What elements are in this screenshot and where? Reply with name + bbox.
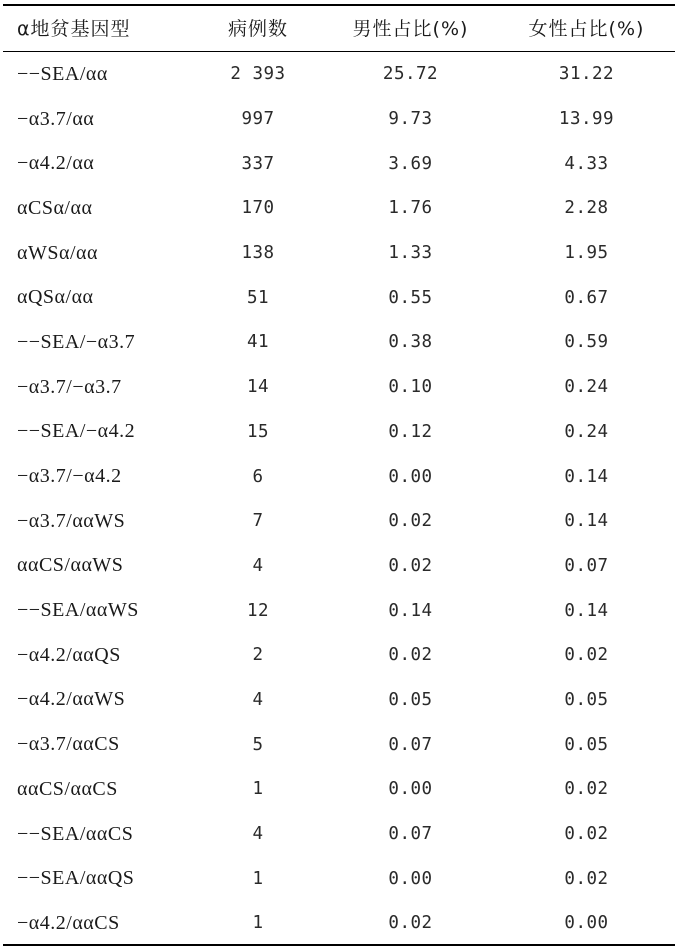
header-female-ratio: 女性占比(%) [528, 18, 645, 40]
female-ratio-cell: 0.24 [564, 421, 609, 442]
table-row [3, 588, 675, 633]
header-genotype: α地贫基因型 [17, 18, 131, 40]
female-ratio-cell: 0.02 [564, 779, 609, 800]
cases-cell: 51 [246, 287, 270, 308]
genotype-cell: αWSα/αα [17, 241, 98, 264]
male-ratio-cell: 3.69 [388, 153, 433, 174]
genotype-cell: −−SEA/αα [17, 62, 108, 85]
genotype-cell: ααCS/ααWS [17, 554, 124, 577]
female-ratio-cell: 13.99 [558, 109, 615, 130]
male-ratio-cell: 0.07 [388, 824, 433, 845]
genotype-cell: αQSα/αα [17, 286, 94, 309]
table-row [3, 186, 675, 231]
cases-cell: 6 [252, 466, 264, 487]
genotype-cell: −−SEA/−α4.2 [17, 420, 136, 443]
female-ratio-cell: 0.05 [564, 734, 609, 755]
female-ratio-cell: 0.59 [564, 332, 609, 353]
male-ratio-cell: 0.05 [388, 689, 433, 710]
cases-cell: 1 [252, 868, 264, 889]
cases-cell: 138 [241, 243, 275, 264]
genotype-cell: −α3.7/−α4.2 [17, 465, 122, 488]
table-row [3, 410, 675, 455]
cases-cell: 1 [252, 913, 264, 934]
female-ratio-cell: 0.05 [564, 689, 609, 710]
cases-cell: 170 [241, 198, 275, 219]
cases-cell: 1 [252, 779, 264, 800]
male-ratio-cell: 25.72 [382, 64, 439, 85]
female-ratio-cell: 0.14 [564, 511, 609, 532]
male-ratio-cell: 0.07 [388, 734, 433, 755]
table-header-row [3, 4, 675, 51]
male-ratio-cell: 0.55 [388, 287, 433, 308]
genotype-cell: −α4.2/ααQS [17, 643, 121, 666]
male-ratio-cell: 0.00 [388, 868, 433, 889]
table-row [3, 499, 675, 544]
female-ratio-cell: 4.33 [564, 153, 609, 174]
genotype-cell: −−SEA/ααQS [17, 867, 135, 890]
table-row [3, 722, 675, 767]
female-ratio-cell: 0.00 [564, 913, 609, 934]
table-row [3, 52, 675, 97]
table-row [3, 141, 675, 186]
table-row [3, 678, 675, 723]
female-ratio-cell: 0.02 [564, 824, 609, 845]
table-row [3, 97, 675, 142]
female-ratio-cell: 0.07 [564, 555, 609, 576]
cases-cell: 337 [241, 153, 275, 174]
genotype-cell: −α3.7/ααWS [17, 509, 126, 532]
genotype-cell: −α3.7/αα [17, 107, 95, 130]
table-row [3, 365, 675, 410]
genotype-cell: −−SEA/ααWS [17, 599, 139, 622]
table-row [3, 320, 675, 365]
cases-cell: 4 [252, 689, 264, 710]
female-ratio-cell: 1.95 [564, 243, 609, 264]
cases-cell: 15 [246, 421, 270, 442]
male-ratio-cell: 1.33 [388, 243, 433, 264]
male-ratio-cell: 9.73 [388, 109, 433, 130]
male-ratio-cell: 0.12 [388, 421, 433, 442]
female-ratio-cell: 0.24 [564, 377, 609, 398]
cases-cell: 12 [246, 600, 270, 621]
cases-cell: 7 [252, 511, 264, 532]
header-male-ratio: 男性占比(%) [352, 18, 469, 40]
female-ratio-cell: 0.67 [564, 287, 609, 308]
female-ratio-cell: 0.14 [564, 600, 609, 621]
male-ratio-cell: 0.38 [388, 332, 433, 353]
table-row [3, 275, 675, 320]
table-body [3, 52, 675, 946]
cases-cell: 997 [241, 109, 275, 130]
cases-cell: 14 [246, 377, 270, 398]
male-ratio-cell: 0.14 [388, 600, 433, 621]
table-row [3, 901, 675, 946]
cases-cell: 41 [246, 332, 270, 353]
table-bottom-rule [3, 944, 675, 946]
genotype-cell: −α4.2/αα [17, 152, 95, 175]
female-ratio-cell: 0.02 [564, 868, 609, 889]
genotype-cell: αCSα/αα [17, 196, 93, 219]
table-row [3, 856, 675, 901]
genotype-cell: −α4.2/ααCS [17, 911, 120, 934]
genotype-table [3, 0, 675, 948]
male-ratio-cell: 0.02 [388, 511, 433, 532]
cases-cell: 2 393 [230, 64, 286, 85]
table-row [3, 454, 675, 499]
table-row [3, 812, 675, 857]
genotype-cell: −α3.7/ααCS [17, 733, 120, 756]
male-ratio-cell: 0.02 [388, 555, 433, 576]
cases-cell: 4 [252, 824, 264, 845]
genotype-cell: −−SEA/ααCS [17, 822, 134, 845]
table-row [3, 544, 675, 589]
cases-cell: 5 [252, 734, 264, 755]
male-ratio-cell: 0.02 [388, 645, 433, 666]
genotype-cell: ααCS/ααCS [17, 777, 118, 800]
male-ratio-cell: 0.02 [388, 913, 433, 934]
female-ratio-cell: 0.14 [564, 466, 609, 487]
male-ratio-cell: 1.76 [388, 198, 433, 219]
genotype-cell: −α4.2/ααWS [17, 688, 126, 711]
cases-cell: 2 [252, 645, 264, 666]
header-case-count: 病例数 [227, 18, 288, 40]
table-row [3, 231, 675, 276]
table-row [3, 633, 675, 678]
male-ratio-cell: 0.10 [388, 377, 433, 398]
female-ratio-cell: 2.28 [564, 198, 609, 219]
male-ratio-cell: 0.00 [388, 466, 433, 487]
female-ratio-cell: 0.02 [564, 645, 609, 666]
table-row [3, 767, 675, 812]
cases-cell: 4 [252, 555, 264, 576]
female-ratio-cell: 31.22 [558, 64, 615, 85]
genotype-cell: −α3.7/−α3.7 [17, 375, 122, 398]
genotype-cell: −−SEA/−α3.7 [17, 330, 136, 353]
male-ratio-cell: 0.00 [388, 779, 433, 800]
